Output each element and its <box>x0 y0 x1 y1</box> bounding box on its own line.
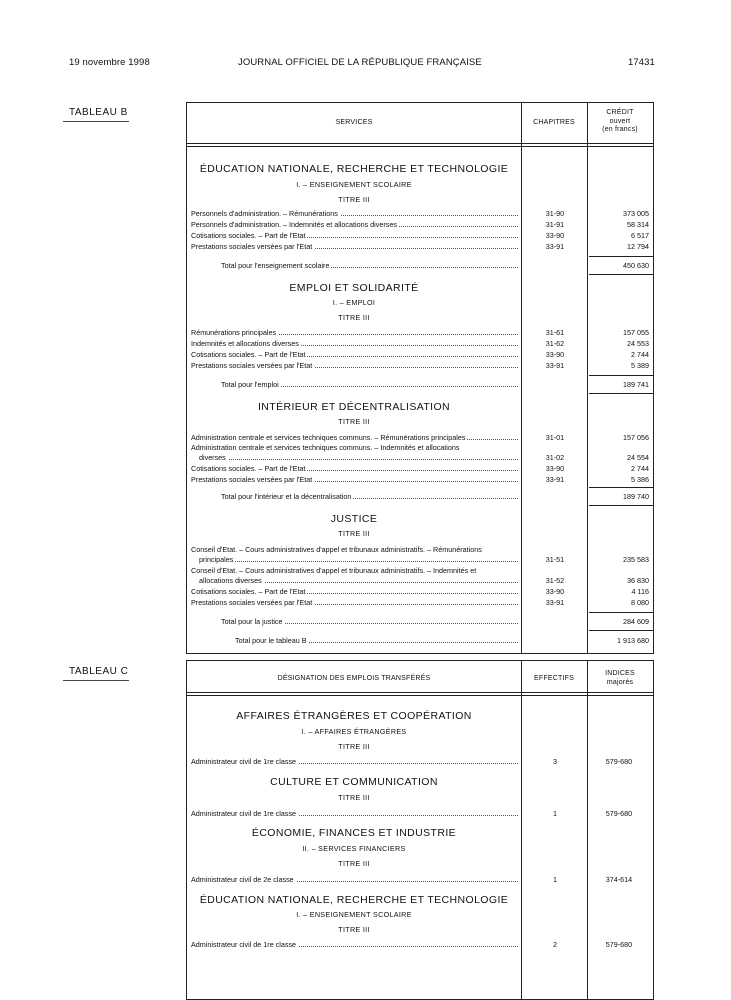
titre-label: TITRE III <box>338 859 370 868</box>
tableau-b-label: TABLEAU B <box>69 107 128 118</box>
header-rule <box>187 146 653 147</box>
row-label: Administration centrale et services techniques communs. – Rémunérations principales <box>191 433 466 442</box>
total-value: 189 740 <box>623 492 649 501</box>
titre-label: TITRE III <box>338 529 370 538</box>
row-credit: 24 554 <box>627 453 649 462</box>
grand-total-value: 1 913 680 <box>617 636 649 645</box>
grand-total-row <box>187 636 653 647</box>
row-credit: 58 314 <box>627 220 649 229</box>
col-indices-1: INDICES <box>605 670 635 677</box>
row-credit: 2 744 <box>631 350 649 359</box>
row-chapitre: 33-90 <box>545 231 565 240</box>
row-chapitre: 31-51 <box>545 555 565 564</box>
row-effectif: 2 <box>553 940 557 949</box>
row-credit: 235 583 <box>623 555 649 564</box>
table-row <box>187 328 653 339</box>
table-row <box>187 940 653 951</box>
row-chapitre: 31-01 <box>545 433 565 442</box>
tableau-c-label: TABLEAU C <box>69 666 129 677</box>
titre-label: TITRE III <box>338 417 370 426</box>
col-services: SERVICES <box>335 119 373 126</box>
section-title: JUSTICE <box>330 513 378 525</box>
row-effectif: 1 <box>553 809 557 818</box>
titre-label: TITRE III <box>338 793 370 802</box>
row-chapitre: 31-52 <box>545 576 565 585</box>
row-chapitre: 33-90 <box>545 350 565 359</box>
subtotal-rule <box>589 375 653 376</box>
section-title: CULTURE ET COMMUNICATION <box>270 776 438 788</box>
row-indice: 579-680 <box>605 809 633 818</box>
row-credit: 4 116 <box>631 587 649 596</box>
table-row <box>187 231 653 242</box>
row-credit: 5 389 <box>631 361 649 370</box>
total-value: 450 630 <box>623 261 649 270</box>
tableau-c <box>186 660 654 1000</box>
row-credit: 6 517 <box>631 231 649 240</box>
subtotal-rule <box>589 393 653 394</box>
row-label: Conseil d'Etat. – Cours administratives d'appel et tribunaux administratifs. – Indemnités et <box>191 566 477 575</box>
row-credit: 157 056 <box>623 433 649 442</box>
row-chapitre: 31-02 <box>545 453 565 462</box>
row-label: Cotisations sociales. – Part de l'Etat <box>191 350 306 359</box>
table-row <box>187 361 653 372</box>
row-chapitre: 33-91 <box>545 242 565 251</box>
table-row <box>187 453 653 464</box>
col-designation: DÉSIGNATION DES EMPLOIS TRANSFÉRÉS <box>277 675 431 682</box>
col-effectifs: EFFECTIFS <box>534 675 574 682</box>
row-label: Cotisations sociales. – Part de l'Etat <box>191 464 306 473</box>
row-credit: 36 830 <box>627 576 649 585</box>
tableau-c-underline <box>63 680 129 681</box>
tableau-b <box>186 102 654 654</box>
table-row <box>187 875 653 886</box>
subtotal-rule <box>589 256 653 257</box>
col-indices-2: majorés <box>606 679 634 686</box>
row-label: Prestations sociales versées par l'Etat <box>191 598 313 607</box>
col-credit-2: ouvert <box>609 118 631 125</box>
total-label: Total pour l'enseignement scolaire <box>221 261 330 270</box>
row-chapitre: 33-90 <box>545 587 565 596</box>
section-subtitle: II. – SERVICES FINANCIERS <box>302 844 406 853</box>
row-chapitre: 31-61 <box>545 328 565 337</box>
total-label: Total pour la justice <box>221 617 283 626</box>
section-title: ÉDUCATION NATIONALE, RECHERCHE ET TECHNOLOGIE <box>199 894 509 906</box>
row-label: Administrateur civil de 1re classe <box>191 940 297 949</box>
total-label: Total pour l'intérieur et la décentralisation <box>221 492 352 501</box>
subtotal-rule <box>589 630 653 631</box>
table-row <box>187 242 653 253</box>
row-label: Administration centrale et services techniques communs. – Indemnités et allocations <box>191 443 460 452</box>
subtotal-rule <box>589 505 653 506</box>
page-date: 19 novembre 1998 <box>69 57 150 68</box>
section-subtitle: I. – ENSEIGNEMENT SCOLAIRE <box>296 180 412 189</box>
titre-label: TITRE III <box>338 742 370 751</box>
row-chapitre: 31-91 <box>545 220 565 229</box>
grand-total-label: Total pour le tableau B <box>235 636 307 645</box>
row-label-cont: allocations diverses <box>199 576 262 585</box>
section-subtitle: I. – EMPLOI <box>332 298 376 307</box>
col-credit-1: CRÉDIT <box>606 109 634 116</box>
row-credit: 24 553 <box>627 339 649 348</box>
row-label: Administrateur civil de 1re classe <box>191 809 297 818</box>
header-rule <box>187 695 653 696</box>
row-label: Personnels d'administration. – Indemnités et allocations diverses <box>191 220 397 229</box>
row-label-cont: diverses <box>199 453 226 462</box>
table-row <box>187 220 653 231</box>
row-credit: 5 386 <box>631 475 649 484</box>
row-chapitre: 31-62 <box>545 339 565 348</box>
total-value: 189 741 <box>623 380 649 389</box>
section-title: EMPLOI ET SOLIDARITÉ <box>289 282 419 294</box>
subtotal-rule <box>589 274 653 275</box>
total-row <box>187 617 653 628</box>
row-indice: 579-680 <box>605 757 633 766</box>
total-value: 284 609 <box>623 617 649 626</box>
titre-label: TITRE III <box>338 313 370 322</box>
row-label: Administrateur civil de 1re classe <box>191 757 297 766</box>
row-indice: 579-680 <box>605 940 633 949</box>
total-row <box>187 261 653 272</box>
table-row <box>187 555 653 566</box>
table-row <box>187 209 653 220</box>
table-row <box>187 576 653 587</box>
row-credit: 157 055 <box>623 328 649 337</box>
row-chapitre: 33-90 <box>545 464 565 473</box>
row-chapitre: 33-91 <box>545 475 565 484</box>
section-subtitle: I. – AFFAIRES ÉTRANGÈRES <box>301 727 407 736</box>
subtotal-rule <box>589 487 653 488</box>
row-label-cont: principales <box>199 555 234 564</box>
row-label: Administrateur civil de 2e classe <box>191 875 294 884</box>
total-label: Total pour l'emploi <box>221 380 279 389</box>
header-rule <box>187 143 653 144</box>
row-chapitre: 33-91 <box>545 598 565 607</box>
tableau-b-underline <box>63 121 129 122</box>
titre-label: TITRE III <box>338 195 370 204</box>
table-row <box>187 350 653 361</box>
section-title: ÉCONOMIE, FINANCES ET INDUSTRIE <box>251 827 457 839</box>
col-chapitres: CHAPITRES <box>533 119 575 126</box>
row-effectif: 1 <box>553 875 557 884</box>
header-rule <box>187 692 653 693</box>
titre-label: TITRE III <box>338 925 370 934</box>
total-row <box>187 380 653 391</box>
row-chapitre: 31-90 <box>545 209 565 218</box>
page-number: 17431 <box>628 57 655 68</box>
row-chapitre: 33-91 <box>545 361 565 370</box>
row-label: Prestations sociales versées par l'Etat <box>191 361 313 370</box>
row-label: Rémunérations principales <box>191 328 277 337</box>
subtotal-rule <box>589 612 653 613</box>
row-label: Cotisations sociales. – Part de l'Etat <box>191 231 306 240</box>
col-credit-3: (en francs) <box>602 126 638 133</box>
row-credit: 373 005 <box>623 209 649 218</box>
section-title: AFFAIRES ÉTRANGÈRES ET COOPÉRATION <box>236 710 472 722</box>
table-row <box>187 809 653 820</box>
row-credit: 2 744 <box>631 464 649 473</box>
table-row <box>187 598 653 609</box>
row-label: Prestations sociales versées par l'Etat <box>191 242 313 251</box>
row-effectif: 3 <box>553 757 557 766</box>
row-label: Indemnités et allocations diverses <box>191 339 299 348</box>
table-row <box>187 475 653 486</box>
row-indice: 374-614 <box>605 875 633 884</box>
row-credit: 12 794 <box>627 242 649 251</box>
row-label: Prestations sociales versées par l'Etat <box>191 475 313 484</box>
row-label: Conseil d'Etat. – Cours administratives d'appel et tribunaux administratifs. – Rémunérations <box>191 545 482 554</box>
section-subtitle: I. – ENSEIGNEMENT SCOLAIRE <box>296 910 412 919</box>
section-title: INTÉRIEUR ET DÉCENTRALISATION <box>257 401 451 413</box>
row-label: Cotisations sociales. – Part de l'Etat <box>191 587 306 596</box>
table-row <box>187 757 653 768</box>
table-row <box>187 587 653 598</box>
section-title: ÉDUCATION NATIONALE, RECHERCHE ET TECHNOLOGIE <box>199 163 509 175</box>
row-label: Personnels d'administration. – Rémunérations <box>191 209 338 218</box>
table-row <box>187 464 653 475</box>
journal-title: JOURNAL OFFICIEL DE LA RÉPUBLIQUE FRANÇAISE <box>238 57 482 68</box>
table-row <box>187 339 653 350</box>
total-row <box>187 492 653 503</box>
row-credit: 8 080 <box>631 598 649 607</box>
